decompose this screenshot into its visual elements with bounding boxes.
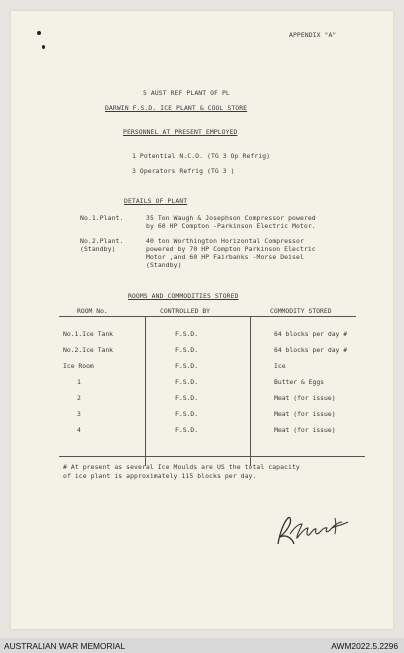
table-column-rule: [145, 316, 146, 466]
commodity-cell: 64 blocks per day #: [274, 330, 348, 338]
table-column-rule: [250, 316, 251, 466]
plant-desc-line: by 60 HP Compton -Parkinson Electric Motor.: [146, 222, 316, 230]
room-cell: Ice Room: [63, 362, 94, 370]
commodity-cell: Meat (for issue): [274, 410, 336, 418]
plant-desc-line: powered by 70 HP Compton Parkinson Electric: [146, 245, 316, 253]
room-cell: 1: [77, 378, 81, 386]
controlled-cell: F.S.D.: [175, 378, 199, 386]
room-cell: No.1.Ice Tank: [63, 330, 114, 338]
rooms-title: ROOMS AND COMMODITIES STORED: [128, 292, 239, 300]
room-cell: No.2.Ice Tank: [63, 346, 114, 354]
footnote-line: # At present as several Ice Moulds are US the total capacity: [63, 463, 300, 471]
personnel-item: 3 Operators Refrig (TG 3 ): [132, 167, 235, 175]
commodity-cell: Meat (for issue): [274, 394, 336, 402]
plant-desc-line: 40 ton Worthington Horizontal Compressor: [146, 237, 304, 245]
column-header-commodity: COMMODITY STORED: [270, 307, 332, 315]
column-header-room: ROOM No.: [77, 307, 108, 315]
commodity-cell: Butter & Eggs: [274, 378, 325, 386]
plant-title: DETAILS OF PLANT: [124, 197, 188, 205]
footnote-line: of ice plant is approximately 115 blocks per day.: [63, 472, 257, 480]
controlled-cell: F.S.D.: [175, 330, 199, 338]
plant-desc-line: Motor ,and 60 HP Fairbanks -Morse Deisel: [146, 253, 304, 261]
column-header-controlled: CONTROLLED BY: [160, 307, 211, 315]
controlled-cell: F.S.D.: [175, 426, 199, 434]
room-cell: 4: [77, 426, 81, 434]
plant-label: No.1.Plant.: [80, 214, 124, 222]
archive-footer: [0, 638, 404, 653]
personnel-item: 1 Potential N.C.O. (TG 3 Op Refrig): [132, 152, 271, 160]
plant-label: No.2.Plant.: [80, 237, 124, 245]
punch-hole: [37, 31, 41, 35]
table-rule: [59, 316, 356, 317]
heading-unit: 5 AUST REF PLANT OF PL: [143, 89, 230, 97]
room-cell: 3: [77, 410, 81, 418]
punch-hole: [42, 45, 45, 49]
archive-name: AUSTRALIAN WAR MEMORIAL: [4, 641, 126, 651]
archive-reference: AWM2022.5.2296: [331, 641, 398, 651]
commodity-cell: Ice: [274, 362, 286, 370]
commodity-cell: Meat (for issue): [274, 426, 336, 434]
appendix-label: APPENDIX "A": [289, 31, 337, 39]
plant-desc-line: (Standby): [146, 261, 182, 269]
commodity-cell: 64 blocks per day #: [274, 346, 348, 354]
table-rule: [59, 456, 365, 457]
controlled-cell: F.S.D.: [175, 394, 199, 402]
heading-plant: DARWIN F.S.D. ICE PLANT & COOL STORE: [105, 104, 248, 112]
controlled-cell: F.S.D.: [175, 362, 199, 370]
room-cell: 2: [77, 394, 81, 402]
document-page: [10, 10, 394, 630]
controlled-cell: F.S.D.: [175, 410, 199, 418]
plant-desc-line: 35 Ton Waugh & Josephson Compressor powered: [146, 214, 316, 222]
controlled-cell: F.S.D.: [175, 346, 199, 354]
signature: [272, 508, 352, 552]
plant-label-standby: (Standby): [80, 245, 116, 253]
personnel-title: PERSONNEL AT PRESENT EMPLOYED: [123, 128, 238, 136]
